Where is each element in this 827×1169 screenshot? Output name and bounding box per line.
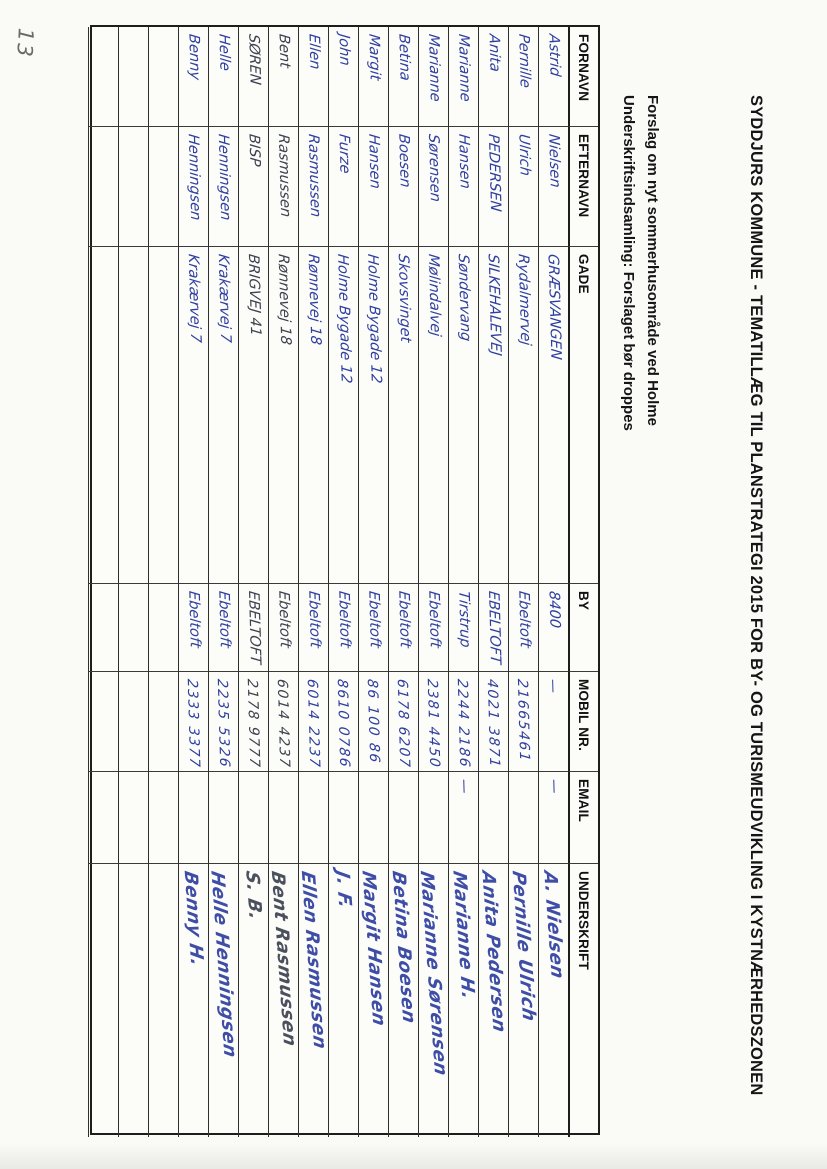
handwriting-text: Marianne [424, 33, 443, 103]
cell-efternavn [208, 127, 238, 247]
handwriting-text: Mølindalvej [424, 253, 443, 338]
handwriting-text: 86 100 86 [364, 678, 383, 765]
cell-by [88, 584, 118, 672]
handwriting-text: Rasmussen [304, 133, 323, 218]
handwriting-text: Henningsen [214, 133, 233, 222]
handwriting-text: 2235 5326 [214, 678, 233, 769]
cell-email [508, 772, 538, 864]
handwriting-text: Holme Bygade 12 [363, 253, 384, 385]
cell-email [358, 772, 388, 864]
cell-mobil [178, 672, 208, 772]
cell-mobil [418, 672, 448, 772]
handwriting-text: Anita [485, 33, 503, 73]
cell-by [178, 584, 208, 672]
cell-by [208, 584, 238, 672]
handwriting-text: EBELTOFT [484, 590, 503, 665]
cell-email [448, 772, 478, 864]
cell-by [238, 584, 268, 672]
handwriting-text: Astrid [545, 33, 563, 78]
signature-handwriting: Marianne Sørensen [416, 869, 452, 1078]
handwriting-text: Ebeltoft [334, 590, 353, 649]
handwriting-text: Ebeltoft [424, 590, 443, 649]
handwriting-text: 8400 [545, 590, 563, 629]
handwriting-text: Ulrich [515, 133, 533, 177]
cell-by [538, 584, 568, 672]
cell-efternavn [298, 127, 328, 247]
handwriting-text: Nielsen [544, 133, 563, 189]
cell-efternavn [478, 127, 508, 247]
signature-handwriting: Marianne H. [448, 869, 480, 1002]
cell-efternavn [358, 127, 388, 247]
column-header-by: BY [568, 584, 598, 672]
handwriting-text: Marianne [454, 33, 473, 103]
cell-efternavn [148, 127, 178, 247]
cell-underskrift-signature [178, 864, 208, 1137]
handwriting-text: 2244 2186 [454, 678, 473, 769]
cell-underskrift-signature [388, 864, 418, 1137]
handwriting-text: 2333 3377 [184, 678, 203, 769]
cell-email [298, 772, 328, 864]
cell-fornavn [478, 27, 508, 127]
cell-by [328, 584, 358, 672]
signature-handwriting: A. Nielsen [539, 869, 569, 981]
cell-by [478, 584, 508, 672]
handwriting-text: 4021 3871 [484, 678, 503, 769]
cell-email [118, 772, 148, 864]
cell-fornavn [538, 27, 568, 127]
cell-mobil [238, 672, 268, 772]
cell-mobil [328, 672, 358, 772]
handwriting-text: 6014 2237 [304, 678, 323, 769]
handwriting-text: 2178 9777 [244, 678, 263, 769]
handwriting-text: Krakærvej 7 [184, 253, 204, 344]
cell-efternavn [418, 127, 448, 247]
handwriting-text: Hansen [364, 133, 383, 190]
cell-by [358, 584, 388, 672]
cell-email [88, 772, 118, 864]
cell-underskrift-signature [357, 864, 391, 1137]
cell-underskrift-signature [477, 864, 511, 1137]
cell-efternavn [508, 127, 538, 247]
handwriting-text: Ebeltoft [214, 590, 233, 649]
cell-gade [118, 247, 148, 584]
handwriting-text: Tirstrup [454, 590, 473, 649]
cell-mobil [538, 672, 568, 772]
cell-fornavn [268, 27, 298, 127]
cell-by [268, 584, 298, 672]
signature-table [90, 25, 600, 1135]
cell-gade [358, 247, 388, 584]
signature-handwriting: Margit Hansen [357, 869, 391, 1028]
cell-mobil [298, 672, 328, 772]
cell-underskrift-signature [297, 864, 331, 1137]
signature-handwriting: Helle Henningsen [206, 869, 242, 1060]
column-header-gade: GADE [568, 247, 598, 584]
handwriting-text: Benny [185, 33, 203, 81]
signature-handwriting: Anita Pedersen [477, 869, 511, 1035]
cell-mobil [448, 672, 478, 772]
cell-underskrift-signature [88, 864, 118, 1137]
handwriting-text: Rasmussen [274, 133, 293, 218]
cell-mobil [118, 672, 148, 772]
handwriting-text: Ellen [305, 33, 323, 71]
cell-by [118, 584, 148, 672]
cell-by [448, 584, 478, 672]
handwriting-text: Rydalmervej [514, 253, 534, 347]
cell-efternavn [118, 127, 148, 247]
signature-handwriting: J. F. [332, 869, 356, 911]
cell-email [538, 772, 568, 864]
handwriting-text: Ebeltoft [364, 590, 383, 649]
cell-fornavn [88, 27, 118, 127]
cell-mobil [148, 672, 178, 772]
cell-gade [448, 247, 478, 584]
handwriting-text: — [545, 678, 562, 696]
cell-efternavn [538, 127, 568, 247]
cell-gade [88, 247, 118, 584]
column-header-fornavn: FORNAVN [568, 27, 598, 127]
handwriting-text: Rønnevej 18 [304, 253, 324, 346]
handwriting-text: Ebeltoft [304, 590, 323, 649]
column-header-underskrift: UNDERSKRIFT [568, 864, 598, 1137]
handwriting-text: Hansen [454, 133, 473, 190]
cell-efternavn [448, 127, 478, 247]
cell-efternavn [388, 127, 418, 247]
cell-efternavn [178, 127, 208, 247]
cell-email [268, 772, 298, 864]
cell-fornavn [328, 27, 358, 127]
cell-email [418, 772, 448, 864]
cell-underskrift-signature [148, 864, 178, 1137]
handwriting-text: SØREN [245, 33, 263, 86]
cell-efternavn [328, 127, 358, 247]
handwriting-text: 6014 4237 [274, 678, 293, 769]
handwriting-text: SILKEHALEVEJ [484, 253, 504, 357]
handwriting-text: Ebeltoft [394, 590, 413, 649]
signature-handwriting: Bent Rasmussen [267, 869, 301, 1049]
cell-fornavn [388, 27, 418, 127]
cell-email [328, 772, 358, 864]
cell-gade [328, 247, 358, 584]
cell-fornavn [298, 27, 328, 127]
cell-gade [508, 247, 538, 584]
cell-by [388, 584, 418, 672]
signature-handwriting: S. B. [241, 869, 267, 923]
cell-by [148, 584, 178, 672]
handwriting-text: — [545, 778, 562, 795]
cell-by [508, 584, 538, 672]
handwriting-text: 21665461 [514, 678, 533, 764]
cell-fornavn [178, 27, 208, 127]
column-header-email: EMAIL [568, 772, 598, 864]
cell-gade [178, 247, 208, 584]
cell-gade [478, 247, 508, 584]
handwriting-text: Skovsvinget [394, 253, 414, 343]
cell-efternavn [268, 127, 298, 247]
handwriting-text: GRÆSVANGEN [544, 253, 564, 361]
handwriting-text: Rønnevej 18 [274, 253, 294, 346]
cell-underskrift-signature [508, 864, 538, 1137]
handwriting-text: BISP [245, 133, 263, 167]
cell-efternavn [238, 127, 268, 247]
cell-email [238, 772, 268, 864]
signature-handwriting: Ellen Rasmussen [297, 869, 331, 1051]
cell-mobil [388, 672, 418, 772]
handwriting-text: PEDERSEN [484, 133, 503, 213]
cell-underskrift-signature [118, 864, 148, 1137]
cell-email [208, 772, 238, 864]
cell-gade [388, 247, 418, 584]
signature-handwriting: Benny H. [180, 869, 208, 969]
handwriting-text: John [335, 33, 353, 67]
cell-email [148, 772, 178, 864]
cell-underskrift-signature [206, 864, 242, 1137]
petition-statement: Underskriftsindsamling: Forslaget bør droppes [620, 95, 637, 431]
handwriting-text: Ebeltoft [274, 590, 293, 649]
cell-fornavn [448, 27, 478, 127]
cell-underskrift-signature [238, 864, 268, 1137]
handwriting-text: — [455, 778, 472, 795]
cell-fornavn [208, 27, 238, 127]
handwriting-text: Sørensen [424, 133, 443, 203]
document-subtitle: Forslag om nyt sommerhusområde ved Holme [644, 95, 661, 426]
cell-email [478, 772, 508, 864]
handwriting-text: EBELTOFT [244, 590, 263, 665]
cell-efternavn [88, 127, 118, 247]
handwriting-text: BRIGVEJ 41 [244, 253, 263, 337]
cell-fornavn [148, 27, 178, 127]
cell-mobil [88, 672, 118, 772]
column-header-mobil: MOBIL NR. [568, 672, 598, 772]
cell-fornavn [238, 27, 268, 127]
handwriting-text: Pernille [514, 33, 533, 89]
cell-gade [208, 247, 238, 584]
cell-gade [148, 247, 178, 584]
cell-underskrift-signature [448, 864, 478, 1137]
cell-fornavn [118, 27, 148, 127]
handwriting-text: Krakærvej 7 [214, 253, 234, 344]
cell-underskrift-signature [328, 864, 358, 1137]
document-title: SYDDJURS KOMMUNE - TEMATILLÆG TIL PLANSTRATEGI 2015 FOR BY- OG TURISMEUDVIKLING I KYSTNÆRHEDSZONEN [747, 95, 765, 1096]
cell-mobil [358, 672, 388, 772]
handwriting-text: Holme Bygade 12 [333, 253, 354, 385]
cell-mobil [208, 672, 238, 772]
handwriting-text: 6178 6207 [394, 678, 413, 769]
handwritten-page-number: 13 [12, 27, 38, 60]
handwriting-text: 8610 0786 [334, 678, 353, 769]
cell-gade [238, 247, 268, 584]
signature-handwriting: Betina Boesen [388, 869, 420, 1026]
handwriting-text: Furze [335, 133, 353, 175]
cell-underskrift-signature [416, 864, 452, 1137]
cell-underskrift-signature [538, 864, 568, 1137]
cell-fornavn [508, 27, 538, 127]
handwriting-text: Boesen [394, 133, 413, 189]
cell-gade [268, 247, 298, 584]
handwriting-text: Søndervang [454, 253, 473, 342]
cell-mobil [268, 672, 298, 772]
cell-gade [538, 247, 568, 584]
handwriting-text: Henningsen [184, 133, 203, 222]
cell-mobil [478, 672, 508, 772]
cell-underskrift-signature [267, 864, 301, 1137]
signature-handwriting: Pernille Ulrich [508, 869, 540, 1024]
handwriting-text: Helle [215, 33, 233, 72]
cell-email [178, 772, 208, 864]
cell-gade [418, 247, 448, 584]
handwriting-text: Betina [395, 33, 413, 82]
handwriting-text: Ebeltoft [184, 590, 203, 649]
handwriting-text: Bent [275, 33, 293, 69]
cell-mobil [508, 672, 538, 772]
cell-by [298, 584, 328, 672]
cell-gade [298, 247, 328, 584]
cell-by [418, 584, 448, 672]
cell-email [388, 772, 418, 864]
column-header-efternavn: EFTERNAVN [568, 127, 598, 247]
handwriting-text: 2381 4450 [424, 678, 443, 769]
cell-fornavn [418, 27, 448, 127]
handwriting-text: Ebeltoft [514, 590, 533, 649]
handwriting-text: Margit [365, 33, 383, 82]
cell-fornavn [358, 27, 388, 127]
